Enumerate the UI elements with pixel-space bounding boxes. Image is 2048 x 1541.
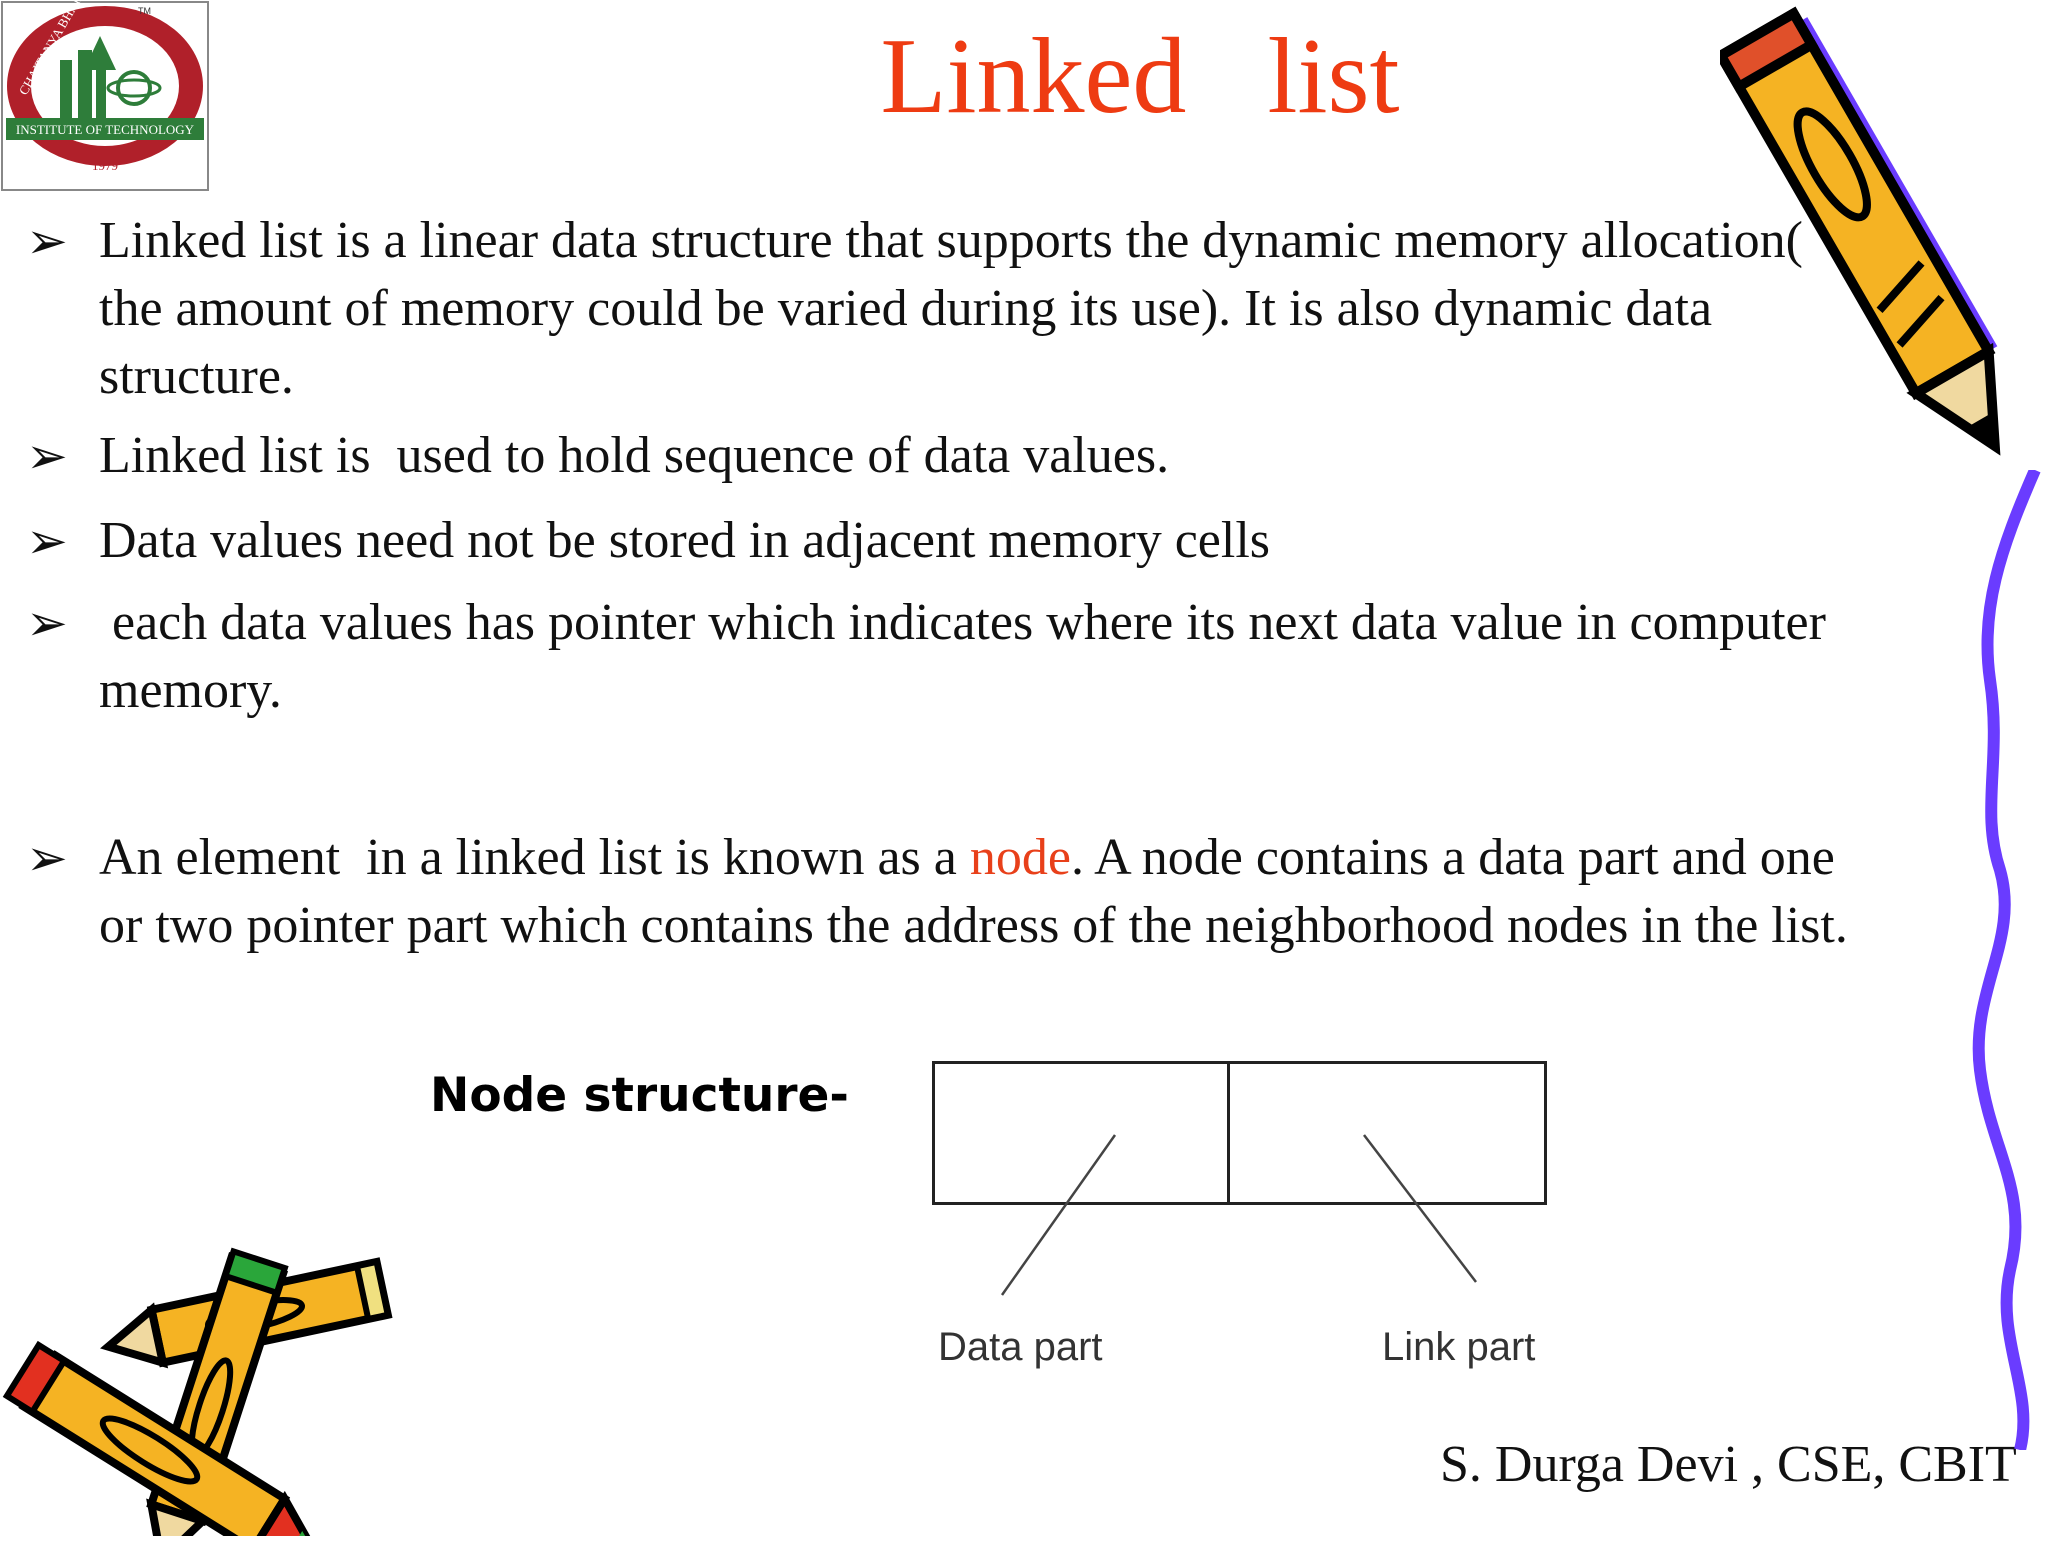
bullet-line: memory. bbox=[99, 662, 282, 719]
link-part-cell bbox=[1227, 1061, 1547, 1205]
bullet-text bbox=[99, 824, 2048, 960]
svg-text:CHAITANYA BHARATHI: CHAITANYA bbox=[15, 25, 66, 98]
bullet-text bbox=[99, 589, 2048, 725]
node-term: node bbox=[969, 829, 1071, 886]
slide-title-word-1: Linked bbox=[880, 17, 1187, 136]
bullet-line: Linked list is a linear data structure that supports the dynamic memory allocation( bbox=[99, 212, 1803, 269]
link-part-label: Link part bbox=[1382, 1325, 1536, 1369]
slide-title-word-2: list bbox=[1267, 17, 1400, 136]
svg-text:INSTITUTE OF TECHNOLOGY: INSTITUTE OF TECHNOLOGY bbox=[15, 122, 195, 137]
data-part-label: Data part bbox=[938, 1325, 1103, 1369]
svg-text:1979: 1979 bbox=[92, 158, 118, 173]
slide-title bbox=[700, 17, 1580, 136]
node-structure-label: Node structure- bbox=[430, 1068, 849, 1123]
slide-footer: S. Durga Devi , CSE, CBIT bbox=[1440, 1436, 2017, 1493]
pencil-pair-icon bbox=[0, 1220, 420, 1536]
bullet-arrow-icon: ➢ bbox=[26, 427, 68, 485]
bullet-arrow-icon: ➢ bbox=[26, 512, 68, 570]
bullet-line: each data values has pointer which indicates where its next data value in computer bbox=[99, 594, 1826, 651]
bullet-line: Linked list is used to hold sequence of data values. bbox=[99, 427, 1170, 484]
data-part-cell bbox=[932, 1061, 1230, 1205]
decorative-ribbon bbox=[1940, 470, 2048, 1450]
bullet-line: structure. bbox=[99, 348, 294, 405]
bullet-line: . A node contains a data part and one bbox=[1070, 829, 1835, 886]
bullet-arrow-icon: ➢ bbox=[26, 212, 68, 270]
bullet-line: An element in a linked list is known as a bbox=[99, 829, 970, 886]
svg-text:TM: TM bbox=[138, 6, 151, 16]
college-logo-icon bbox=[0, 0, 210, 192]
bullet-line: or two pointer part which contains the address of the neighborhood nodes in the list. bbox=[99, 897, 1848, 954]
bullet-line: the amount of memory could be varied during its use). It is also dynamic data bbox=[99, 280, 1713, 337]
bullet-arrow-icon: ➢ bbox=[26, 829, 68, 887]
bullet-arrow-icon: ➢ bbox=[26, 594, 68, 652]
bullet-text bbox=[99, 507, 2048, 575]
pencil-icon bbox=[1720, 0, 2048, 500]
bullet-line: Data values need not be stored in adjacent memory cells bbox=[99, 512, 1271, 569]
